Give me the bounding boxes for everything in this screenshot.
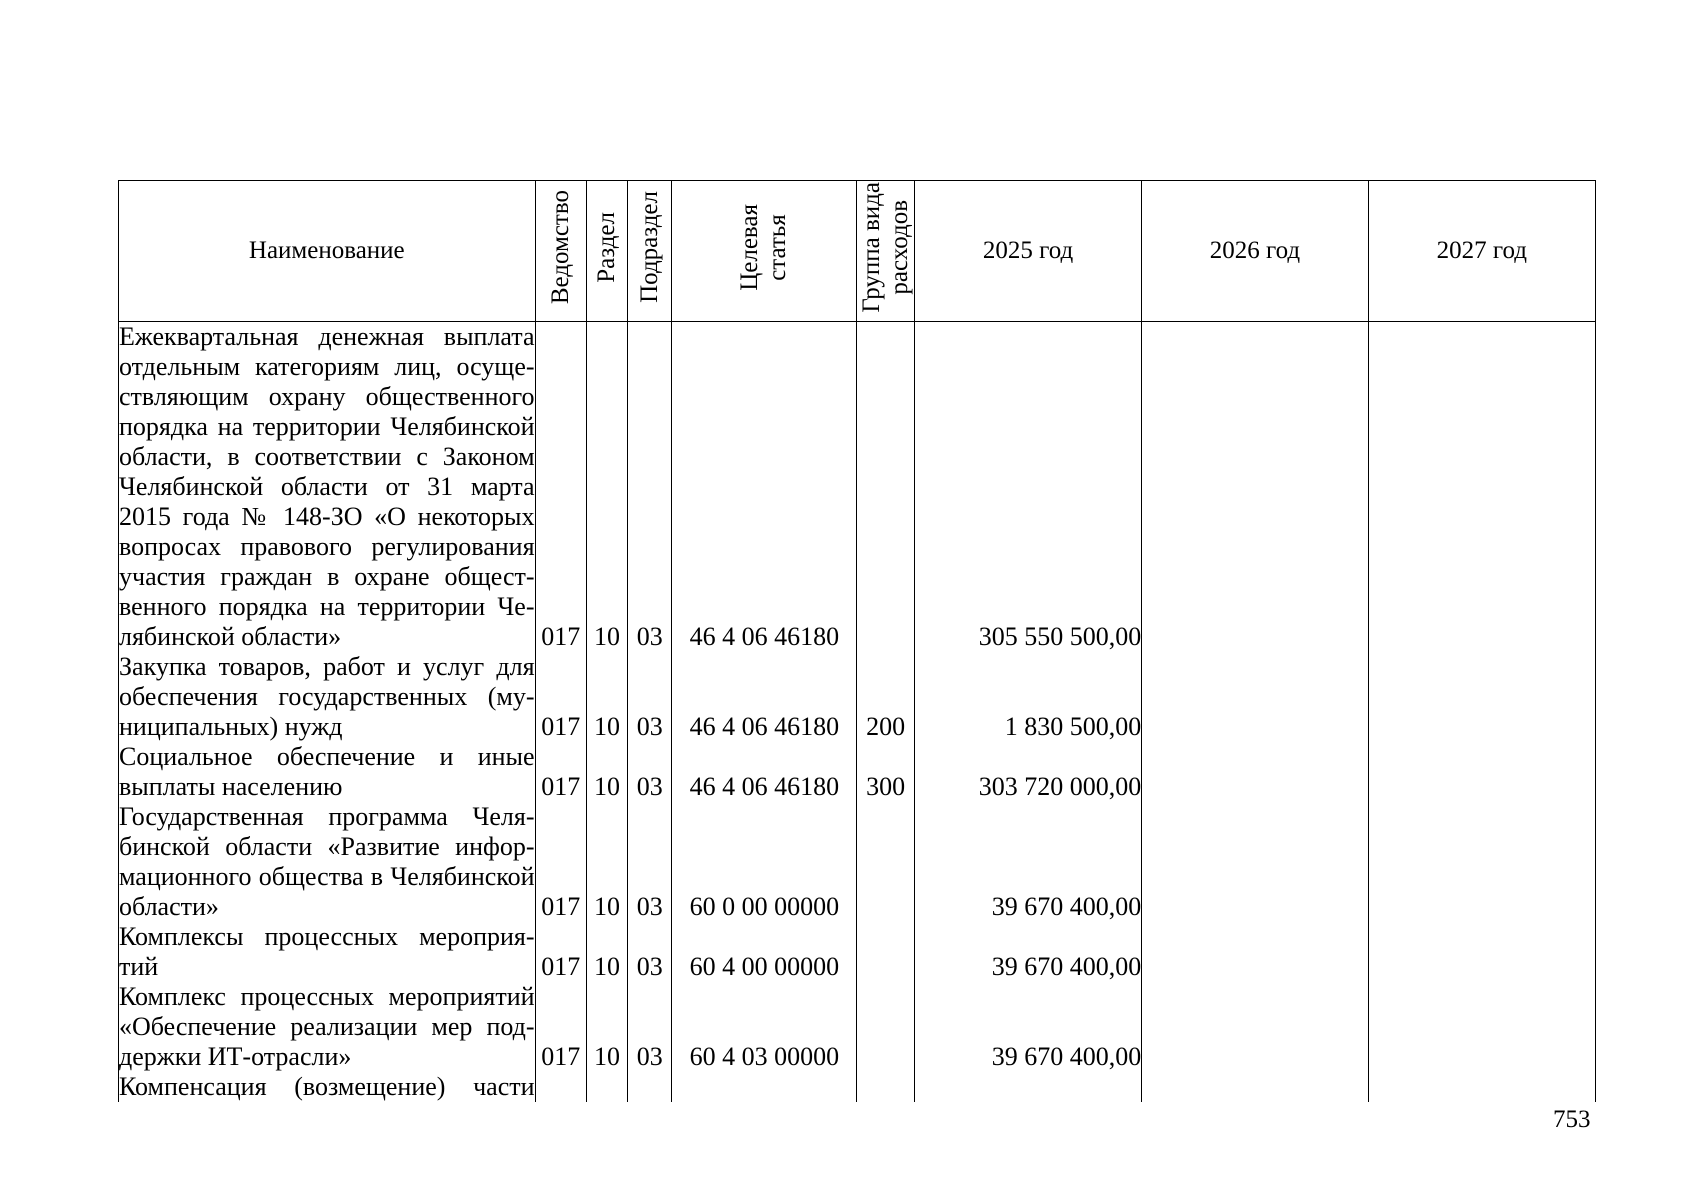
budget-table	[118, 180, 1596, 1102]
table-row	[119, 922, 1596, 982]
row-section: 10	[586, 742, 627, 802]
row-expense-group	[857, 1072, 914, 1102]
row-section: 10	[586, 652, 627, 742]
row-target-item: 60 0 00 00000	[672, 802, 857, 922]
row-amount-2027	[1368, 1072, 1595, 1102]
row-department	[535, 1072, 586, 1102]
table-row	[119, 1072, 1596, 1102]
row-name: Закупка товаров, работ и услуг для обеспечения государственных (муниципальных) нужд	[119, 652, 535, 741]
row-department: 017	[535, 742, 586, 802]
row-amount-2027	[1368, 322, 1595, 653]
header-year-2026: 2026 год	[1142, 181, 1368, 322]
row-amount-2026	[1142, 1072, 1368, 1102]
row-amount-2027	[1368, 652, 1595, 742]
row-amount-2025	[914, 1072, 1141, 1102]
header-subsection: Подраздел	[628, 181, 672, 322]
row-name: Ежеквартальная денежная выплата отдельным категориям лиц, осуществляющим охрану общественного порядка на территории Челябинской области, в соответствии с Законом Челябинской области от 31 марта 2015 года № 148-ЗО «О некоторых вопросах правового регулирования участия граждан в охране общественного порядка на территории Челябинской области»	[119, 322, 535, 651]
table-row	[119, 322, 1596, 653]
row-amount-2026	[1142, 802, 1368, 922]
header-expense-group: Группа вида расходов	[857, 181, 914, 322]
row-amount-2026	[1142, 922, 1368, 982]
row-subsection: 03	[628, 982, 672, 1072]
row-amount-2026	[1142, 742, 1368, 802]
row-section: 10	[586, 322, 627, 653]
row-amount-2025: 303 720 000,00	[914, 742, 1141, 802]
row-name: Социальное обеспечение и иные выплаты населению	[119, 742, 535, 801]
row-expense-group: 300	[857, 742, 914, 802]
table-row	[119, 982, 1596, 1072]
row-expense-group	[857, 982, 914, 1072]
header-year-2027: 2027 год	[1368, 181, 1595, 322]
row-target-item: 46 4 06 46180	[672, 652, 857, 742]
row-amount-2026	[1142, 982, 1368, 1072]
row-expense-group	[857, 322, 914, 653]
row-subsection	[628, 1072, 672, 1102]
row-department: 017	[535, 322, 586, 653]
header-row	[119, 181, 1596, 322]
row-expense-group	[857, 922, 914, 982]
row-amount-2027	[1368, 802, 1595, 922]
row-target-item: 46 4 06 46180	[672, 742, 857, 802]
row-department: 017	[535, 652, 586, 742]
row-target-item: 60 4 03 00000	[672, 982, 857, 1072]
row-name: Государственная программа Челябинской области «Развитие информационного общества в Челябинской области»	[119, 802, 535, 921]
row-target-item: 46 4 06 46180	[672, 322, 857, 653]
row-subsection: 03	[628, 652, 672, 742]
row-department: 017	[535, 802, 586, 922]
row-target-item	[672, 1072, 857, 1102]
row-section	[586, 1072, 627, 1102]
row-section: 10	[586, 982, 627, 1072]
row-subsection: 03	[628, 322, 672, 653]
row-amount-2025: 39 670 400,00	[914, 982, 1141, 1072]
row-amount-2025: 305 550 500,00	[914, 322, 1141, 653]
row-subsection: 03	[628, 802, 672, 922]
row-amount-2025: 39 670 400,00	[914, 922, 1141, 982]
row-department: 017	[535, 922, 586, 982]
row-subsection: 03	[628, 742, 672, 802]
row-section: 10	[586, 922, 627, 982]
table-row	[119, 802, 1596, 922]
header-target-item: Целевая статья	[672, 181, 857, 322]
row-department: 017	[535, 982, 586, 1072]
row-expense-group: 200	[857, 652, 914, 742]
row-amount-2025: 39 670 400,00	[914, 802, 1141, 922]
row-amount-2027	[1368, 982, 1595, 1072]
row-name: Компенсация (возмещение) части	[119, 1072, 535, 1101]
row-amount-2026	[1142, 652, 1368, 742]
row-target-item: 60 4 00 00000	[672, 922, 857, 982]
header-section: Раздел	[586, 181, 627, 322]
header-department: Ведомство	[535, 181, 586, 322]
header-name: Наименование	[119, 181, 536, 322]
row-amount-2027	[1368, 922, 1595, 982]
row-amount-2026	[1142, 322, 1368, 653]
row-name: Комплексы процессных мероприятий	[119, 922, 535, 981]
row-amount-2027	[1368, 742, 1595, 802]
page-number: 753	[1553, 1106, 1591, 1133]
header-year-2025: 2025 год	[914, 181, 1141, 322]
row-section: 10	[586, 802, 627, 922]
row-name: Комплекс процессных мероприятий «Обеспечение реализации мер поддержки ИТ-отрасли»	[119, 982, 535, 1071]
table-row	[119, 652, 1596, 742]
row-subsection: 03	[628, 922, 672, 982]
table-row	[119, 742, 1596, 802]
row-expense-group	[857, 802, 914, 922]
row-amount-2025: 1 830 500,00	[914, 652, 1141, 742]
